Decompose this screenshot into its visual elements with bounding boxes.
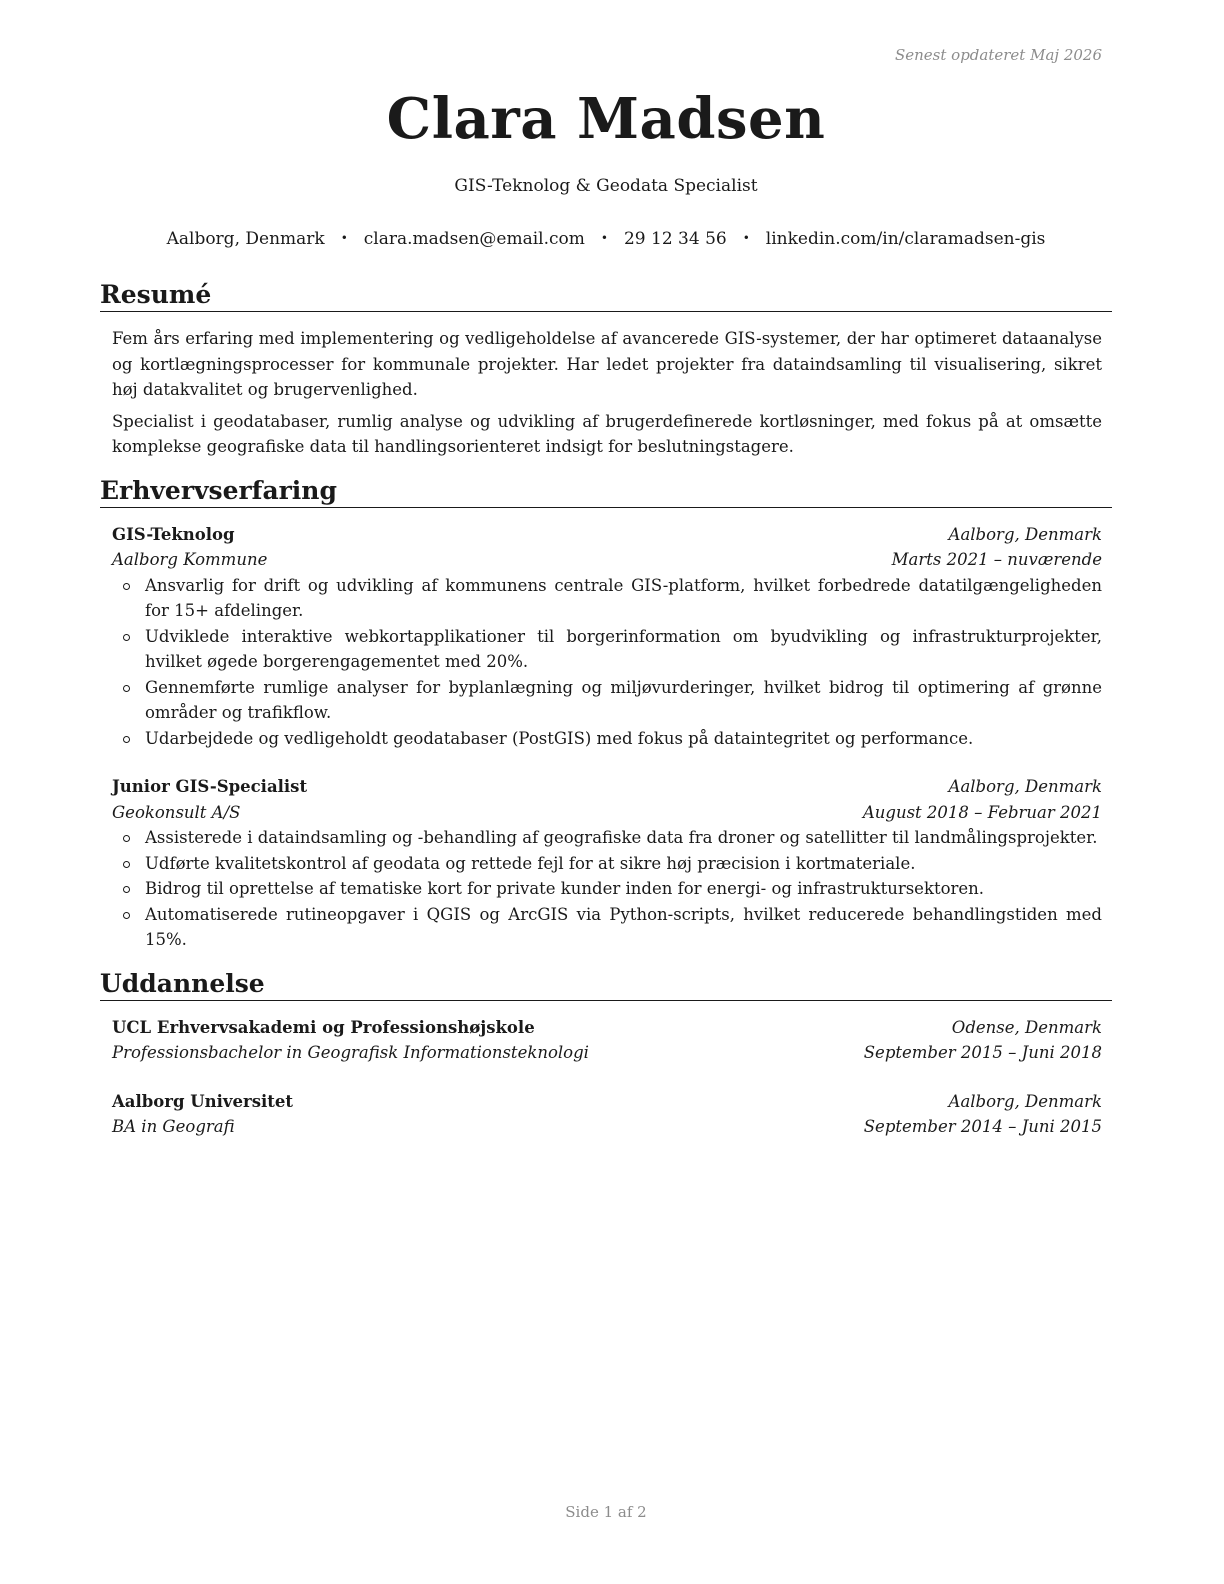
school-location: Aalborg, Denmark	[948, 1091, 1102, 1111]
bullet-item	[112, 876, 1102, 902]
circle-bullet-icon	[123, 634, 130, 641]
job-header	[112, 774, 1102, 800]
school-location: Odense, Denmark	[951, 1017, 1102, 1037]
job-subheader	[112, 547, 1102, 573]
job-title: Junior GIS-Specialist	[112, 777, 308, 796]
degree-name: Professionsbachelor in Geografisk Informationsteknologi	[112, 1043, 589, 1062]
bullet-item	[112, 573, 1102, 624]
bullet-text: Ansvarlig for drift og udvikling af kommunens centrale GIS-platform, hvilket forbedrede datatilgængeligheden for 15+ afdelinger.	[145, 575, 1102, 620]
bullet-item	[112, 675, 1102, 726]
bullet-text: Bidrog til oprettelse af tematiske kort for private kunder inden for energi- og infrastruktursektoren.	[145, 879, 985, 898]
bullet-text: Assisterede i dataindsamling og -behandling af geografiske data fra droner og satellitter til landmålingsprojekter.	[145, 828, 1098, 847]
candidate-title: GIS-Teknolog & Geodata Specialist	[454, 176, 758, 196]
section-heading-summary: Resumé	[100, 280, 1112, 312]
section-heading-education: Uddannelse	[100, 969, 1112, 1001]
job-bullets	[112, 573, 1102, 752]
bullet-text: Udførte kvalitetskontrol af geodata og rettede fejl for at sikre høj præcision i kortmateriale.	[145, 853, 916, 873]
education-header	[112, 1015, 1102, 1041]
contact-phone: 29 12 34 56	[623, 229, 727, 249]
bullet-text: Gennemførte rumlige analyser for byplanlægning og miljøvurderinger, hvilket bidrog til optimering af grønne områder og trafikflow.	[145, 677, 1102, 722]
bullet-text: Udviklede interaktive webkortapplikationer til borgerinformation om byudvikling og infrastrukturprojekter, hvilket øgede borgerengagementet med 20%.	[145, 626, 1102, 671]
education-entry	[112, 1015, 1102, 1066]
bullet-item	[112, 624, 1102, 675]
circle-bullet-icon	[123, 912, 130, 919]
summary-body	[100, 312, 1112, 460]
contact-linkedin[interactable]: linkedin.com/in/claramadsen-gis	[765, 229, 1046, 249]
job-location: Aalborg, Denmark	[948, 524, 1102, 544]
summary-paragraph: Fem års erfaring med implementering og vedligeholdelse af avancerede GIS-systemer, der har optimeret dataanalyse og kortlægningsprocesser for kommunale projekter. Har ledet projekter fra dataindsamling til visualisering, sikret høj datakvalitet og brugervenlighed.	[112, 329, 1102, 399]
education-subheader	[112, 1114, 1102, 1140]
job-subheader	[112, 800, 1102, 826]
job-dates: Marts 2021 – nuværende	[891, 550, 1102, 569]
education-subheader	[112, 1040, 1102, 1066]
job-entry	[112, 522, 1102, 752]
circle-bullet-icon	[123, 835, 130, 842]
bullet-item	[112, 851, 1102, 877]
circle-bullet-icon	[123, 861, 130, 868]
page-number: Side 1 af 2	[565, 1503, 647, 1521]
experience-body	[100, 508, 1112, 953]
contact-location: Aalborg, Denmark	[166, 229, 325, 249]
job-bullets	[112, 825, 1102, 953]
summary-paragraph: Specialist i geodatabaser, rumlig analyse og udvikling af brugerdefinerede kortløsninger, med fokus på at omsætte komplekse geografiske data til handlingsorienteret indsigt for beslutningstagere.	[112, 411, 1102, 456]
contact-separator: •	[340, 231, 348, 245]
bullet-text: Automatiserede rutineopgaver i QGIS og ArcGIS via Python-scripts, hvilket reducerede behandlingstiden med 15%.	[145, 904, 1102, 949]
education-body	[100, 1001, 1112, 1140]
circle-bullet-icon	[123, 685, 130, 692]
education-dates: September 2014 – Juni 2015	[863, 1117, 1102, 1136]
bullet-item	[112, 825, 1102, 851]
section-heading-experience: Erhvervserfaring	[100, 476, 1112, 508]
degree-name: BA in Geografi	[112, 1117, 235, 1136]
circle-bullet-icon	[123, 736, 130, 743]
contact-email[interactable]: clara.madsen@email.com	[363, 229, 585, 249]
last-updated: Senest opdateret Maj 2026	[894, 46, 1102, 64]
job-header	[112, 522, 1102, 548]
school-name: UCL Erhvervsakademi og Professionshøjskole	[112, 1017, 535, 1037]
education-entry	[112, 1089, 1102, 1140]
resume-content	[100, 280, 1112, 1140]
contact-separator: •	[600, 231, 608, 245]
job-dates: August 2018 – Februar 2021	[862, 802, 1102, 822]
contact-line	[0, 229, 1212, 249]
education-header	[112, 1089, 1102, 1115]
job-company: Geokonsult A/S	[112, 802, 241, 822]
job-location: Aalborg, Denmark	[948, 777, 1102, 796]
job-company: Aalborg Kommune	[112, 550, 268, 569]
education-dates: September 2015 – Juni 2018	[863, 1043, 1102, 1062]
circle-bullet-icon	[123, 886, 130, 893]
candidate-name: Clara Madsen	[386, 86, 826, 152]
job-title: GIS-Teknolog	[112, 524, 235, 544]
bullet-item	[112, 726, 1102, 752]
bullet-text: Udarbejdede og vedligeholdt geodatabaser (PostGIS) med fokus på dataintegritet og performance.	[145, 728, 974, 748]
job-entry	[112, 774, 1102, 953]
circle-bullet-icon	[123, 583, 130, 590]
bullet-item	[112, 902, 1102, 953]
contact-separator: •	[742, 231, 750, 245]
school-name: Aalborg Universitet	[112, 1091, 294, 1111]
